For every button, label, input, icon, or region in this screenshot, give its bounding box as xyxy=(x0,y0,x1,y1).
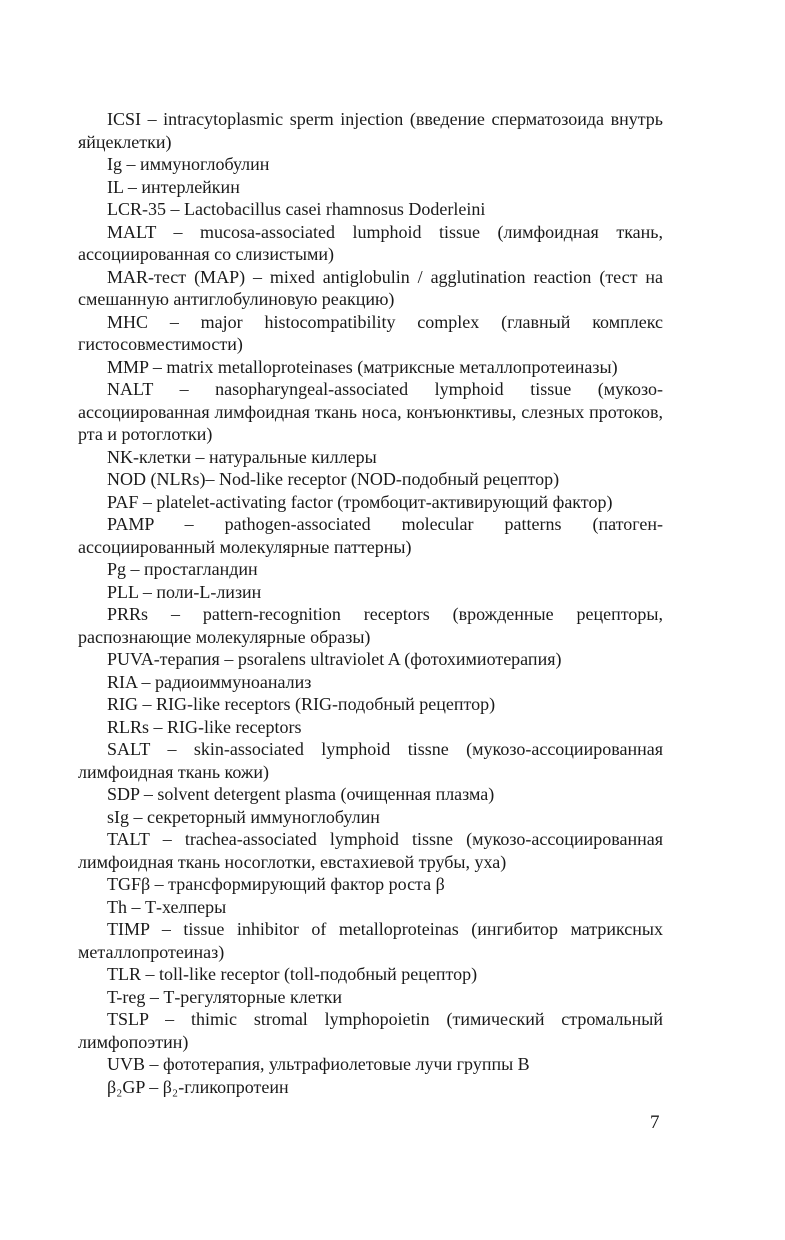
abbreviation-entry: NALT – nasopharyngeal-associated lymphoid tissue (мукозо-ассоциированная лимфоидная ткань носа, конъюнктивы, слезных протоков, рта и ротоглотки) xyxy=(78,379,663,444)
abbreviation-entry: RIA – радиоиммуноанализ xyxy=(107,671,312,692)
abbreviation-entry: Ig – иммуноглобулин xyxy=(107,154,270,174)
abbreviation-entry: Pg – простагландин xyxy=(107,559,258,579)
abbreviation-entry: PUVA-терапия – psoralens ultraviolet A (фотохимиотерапия) xyxy=(107,649,562,669)
abbreviation-entry: TGFβ – трансформирующий фактор роста β xyxy=(107,874,445,894)
abbreviation-entry: IL – интерлейкин xyxy=(107,176,240,197)
abbreviation-entry: TSLP – thimic stromal lymphopoietin (тимический стромальный лимфопоэтин) xyxy=(78,1009,663,1052)
page-number: 7 xyxy=(650,1112,660,1133)
abbreviation-entry: RIG – RIG-like receptors (RIG-подобный рецептор) xyxy=(107,694,496,714)
abbreviation-entry: TLR – toll-like receptor (toll-подобный рецептор) xyxy=(107,964,478,984)
abbreviation-entry: PAMP – pathogen-associated molecular patterns (патоген-ассоциированный молекулярные паттерны) xyxy=(78,514,663,557)
abbreviation-entry: MMP – matrix metalloproteinases (матриксные металлопротеиназы) xyxy=(107,356,618,377)
abbreviation-entry: RLRs – RIG-like receptors xyxy=(107,716,302,737)
abbreviation-entry: TIMP – tissue inhibitor of metalloproteinas (ингибитор матриксных металлопротеиназ) xyxy=(78,919,663,962)
abbreviation-entry: MHC – major histocompatibility complex (главный комплекс гистосовместимости) xyxy=(78,311,663,354)
abbreviation-entry: NK-клетки – натуральные киллеры xyxy=(107,446,377,467)
abbreviation-entry: MALT – mucosa-associated lumphoid tissue (лимфоидная ткань, ассоциированная со слизистыми) xyxy=(78,221,663,264)
abbreviation-entry: β₂GP – β₂-гликопротеин xyxy=(107,1076,289,1097)
abbreviation-entry: ICSI – intracytoplasmic sperm injection (введение сперматозоида внутрь яйцеклетки) xyxy=(78,109,663,152)
abbreviation-list xyxy=(78,108,663,1098)
abbreviation-entry: SDP – solvent detergent plasma (очищенная плазма) xyxy=(107,784,495,804)
abbreviation-entry: T-reg – Т-регуляторные клетки xyxy=(107,986,342,1007)
abbreviation-entry: MAR-тест (MAP) – mixed antiglobulin / agglutination reaction (тест на смешанную антиглобулиновую реакцию) xyxy=(78,266,663,309)
abbreviation-entry: PAF – platelet-activating factor (тромбоцит-активирующий фактор) xyxy=(107,491,613,512)
abbreviation-entry: sIg – секреторный иммуноглобулин xyxy=(107,806,380,827)
abbreviation-entry: PLL – поли-L-лизин xyxy=(107,581,262,602)
abbreviation-entry: TALT – trachea-associated lymphoid tissne (мукозо-ассоциированная лимфоидная ткань носоглотки, евстахиевой трубы, уха) xyxy=(78,829,663,872)
abbreviation-entry: LCR-35 – Lactobacillus casei rhamnosus Doderleini xyxy=(107,199,486,219)
abbreviation-entry: SALT – skin-associated lymphoid tissne (мукозо-ассоциированная лимфоидная ткань кожи) xyxy=(78,739,663,782)
abbreviation-entry: NOD (NLRs)– Nod-like receptor (NOD-подобный рецептор) xyxy=(107,469,560,489)
abbreviation-entry: PRRs – pattern-recognition receptors (врожденные рецепторы, распознающие молекулярные образы) xyxy=(78,604,663,647)
abbreviation-entry: UVB – фототерапия, ультрафиолетовые лучи группы B xyxy=(107,1054,530,1074)
abbreviation-entry: Th – Т-хелперы xyxy=(107,896,227,917)
